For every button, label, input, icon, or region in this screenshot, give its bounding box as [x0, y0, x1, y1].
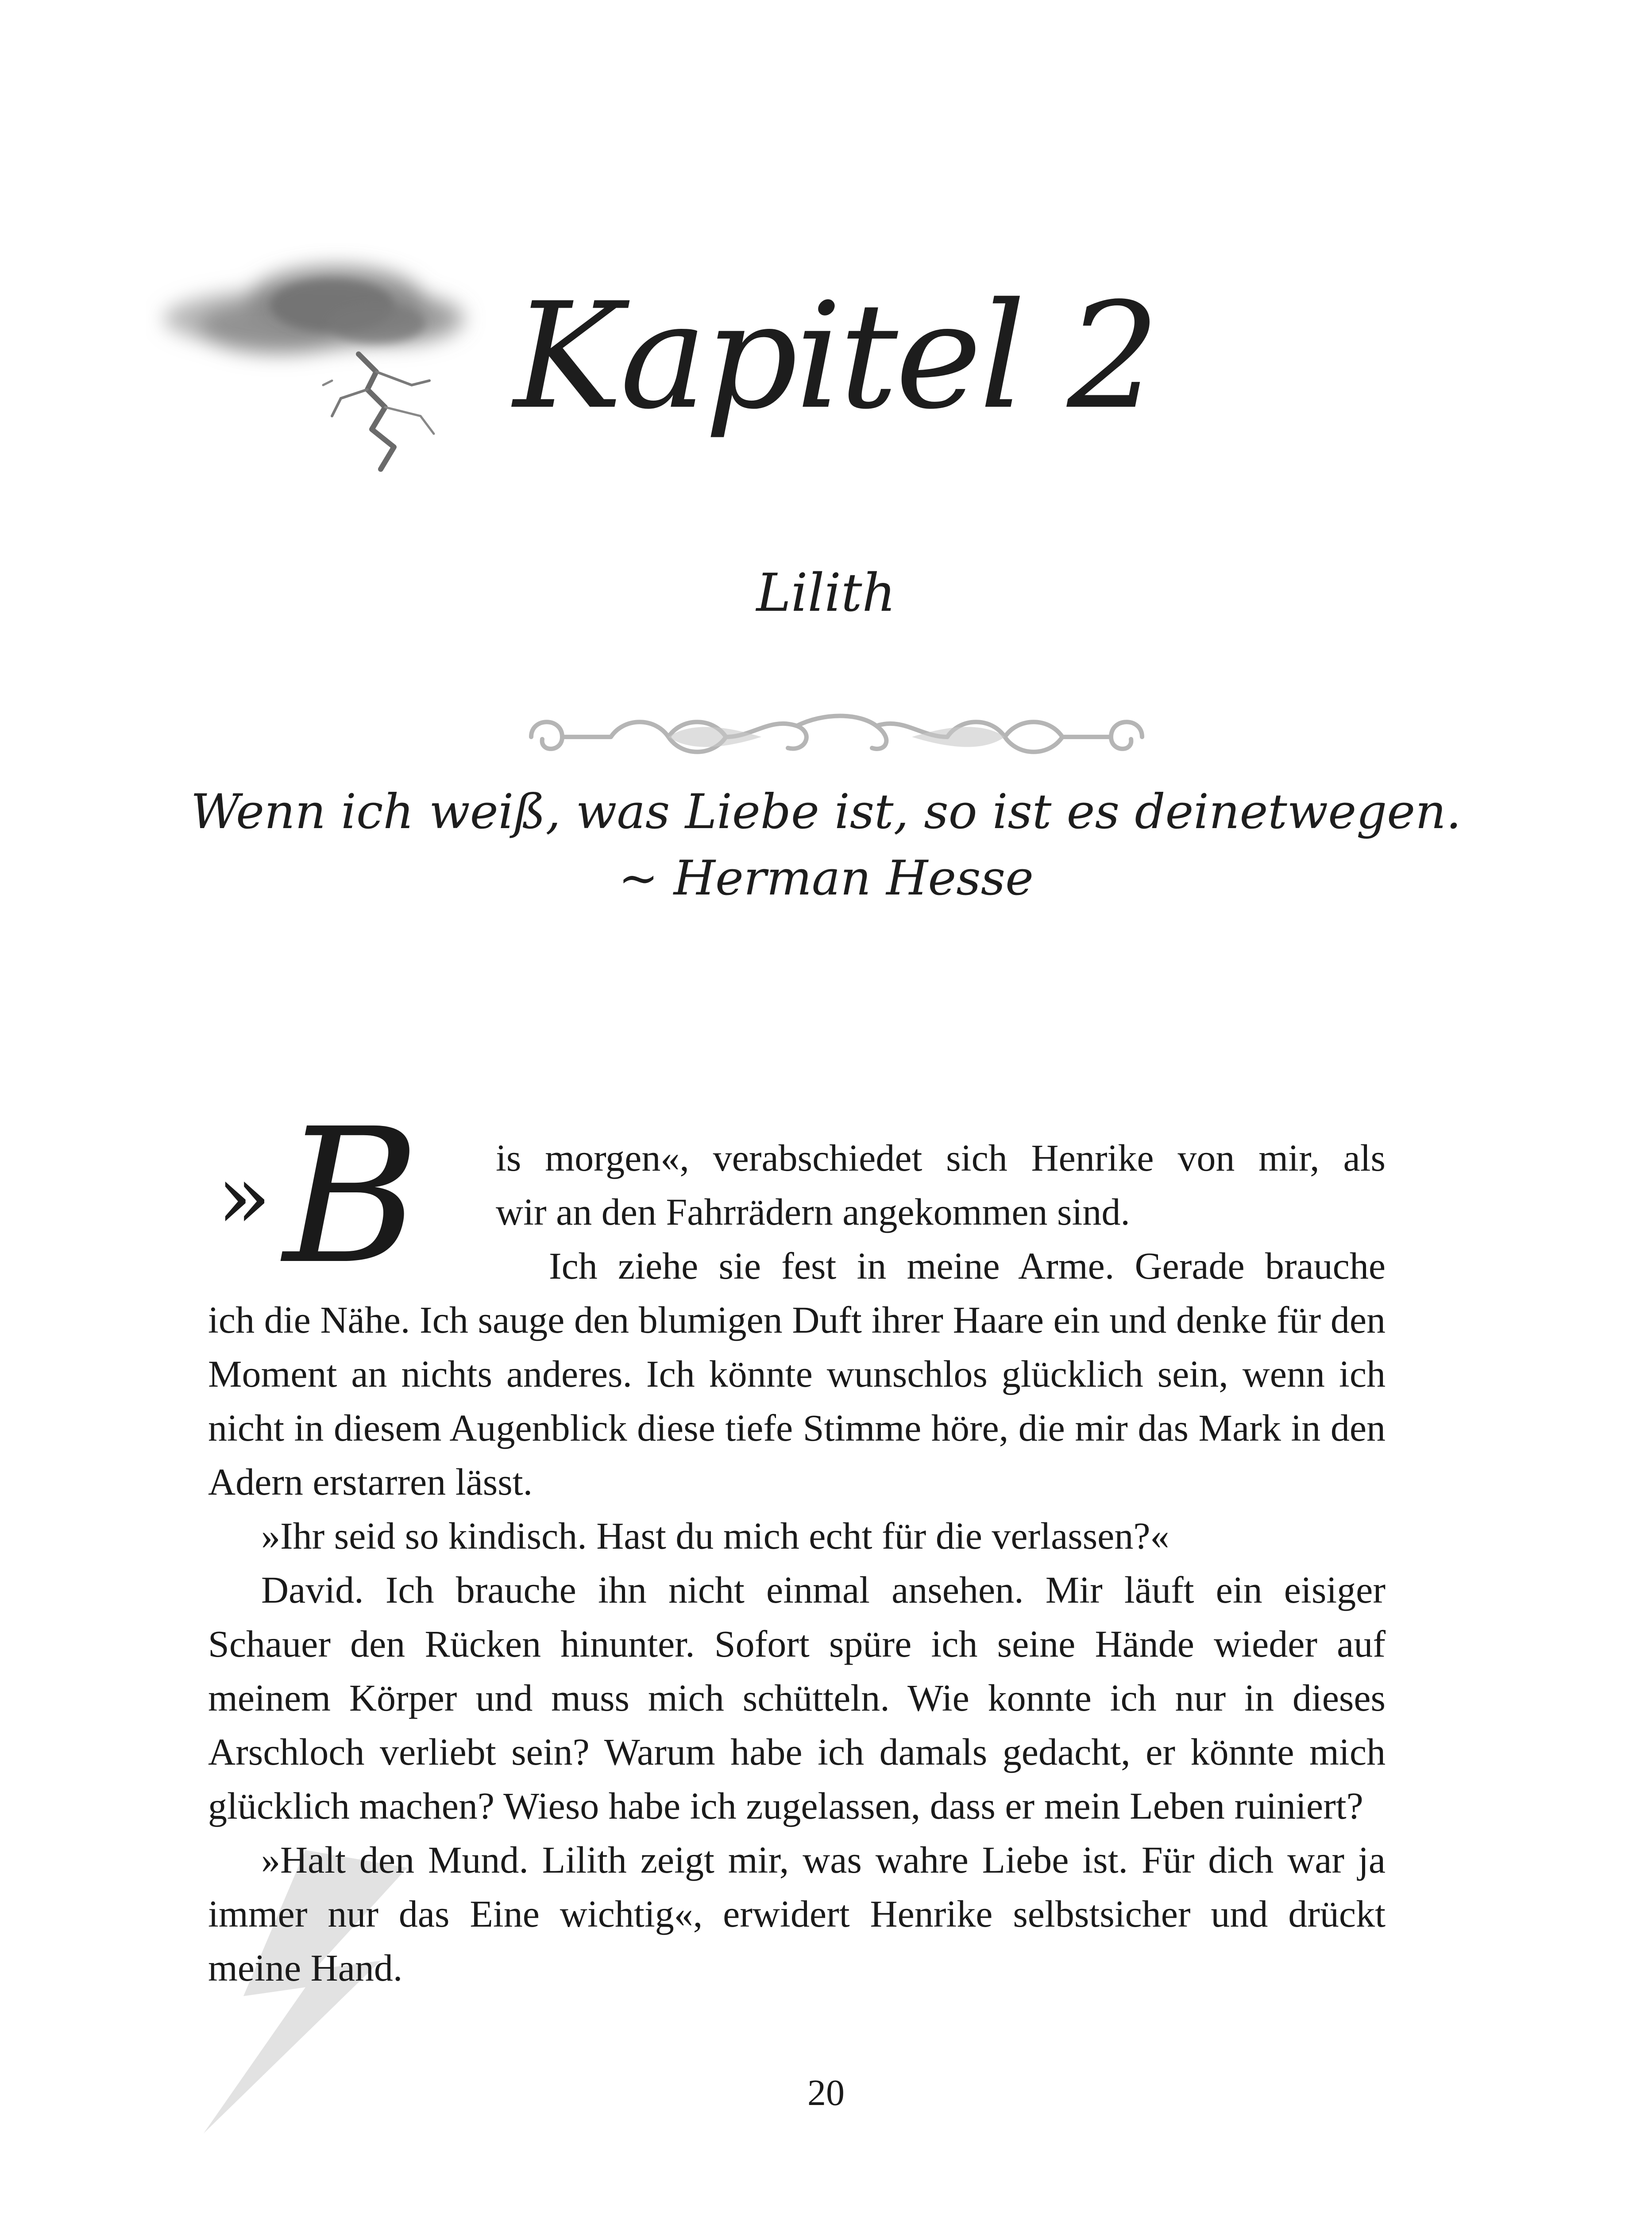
page-number: 20 — [807, 2072, 845, 2113]
epigraph-quote: Wenn ich weiß, was Liebe ist, so ist es deinetwegen. — [190, 784, 1462, 840]
epigraph — [0, 779, 1652, 912]
opening-lines — [496, 1131, 1386, 1293]
flourish-divider — [522, 699, 1151, 775]
body-text — [208, 1089, 1386, 1995]
opening-block — [208, 1089, 1386, 1305]
paragraph-4: »Halt den Mund. Lilith zeigt mir, was wahre Liebe ist. Für dich war ja immer nur das Eine wichtig«, erwidert Henrike selbstsicher und drückt meine Hand. — [208, 1839, 1386, 1989]
chapter-title: Kapitel 2 — [513, 271, 1158, 441]
chapter-subtitle: Lilith — [756, 562, 896, 623]
opening-line-3: Ich ziehe sie fest in meine Arme. Gerade brauche — [549, 1245, 1386, 1287]
dropcap-letter: B — [283, 1089, 420, 1305]
paragraph-3: David. Ich brauche ihn nicht einmal ansehen. Mir läuft ein eisiger Schauer den Rücken hinunter. Sofort spüre ich seine Hände wieder auf meinem Körper und muss mich schütteln. Wie konnte ich nur in dieses Arschloch verliebt sein? Warum habe ich damals gedacht, er könnte mich glücklich machen? Wieso habe ich zugelassen, dass er mein Leben ruiniert? — [208, 1569, 1386, 1827]
opening-line-2: wir an den Fahrrädern angekommen sind. — [496, 1191, 1130, 1233]
paragraph-2: »Ihr seid so kindisch. Hast du mich echt für die verlassen?« — [261, 1515, 1170, 1557]
paragraph-1: ich die Nähe. Ich sauge den blumigen Duft ihrer Haare ein und denke für den Moment an nichts anderes. Ich könnte wunschlos glücklich sein, wenn ich nicht in diesem Augenblick diese tiefe Stimme höre, die mir das Mark in den Adern erstarren lässt. — [208, 1299, 1386, 1503]
dropcap-quote-mark: » — [217, 1145, 271, 1249]
epigraph-author: ~ Herman Hesse — [618, 851, 1034, 906]
storm-cloud-icon — [146, 239, 544, 505]
opening-line-1: is morgen«, verabschiedet sich Henrike von mir, als — [496, 1137, 1386, 1179]
